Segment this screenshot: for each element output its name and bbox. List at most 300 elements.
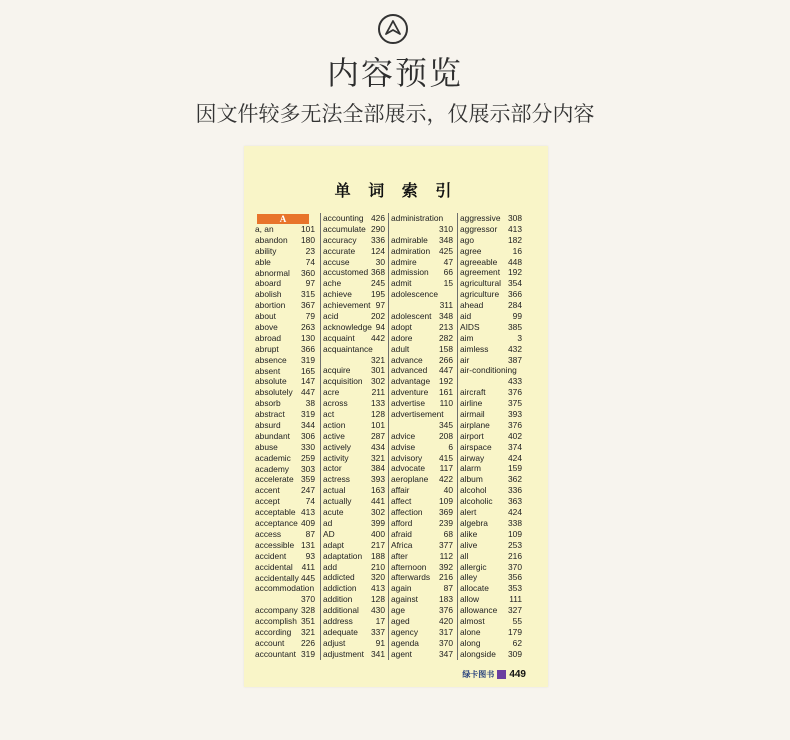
index-word: accuracy [323, 234, 357, 245]
index-page-number: 101 [371, 419, 385, 430]
index-word: allow [460, 594, 480, 605]
index-entry [389, 453, 453, 464]
index-word: agree [460, 245, 482, 256]
index-word: alive [460, 539, 478, 550]
index-entry [255, 529, 315, 540]
index-entry [458, 529, 522, 540]
index-page-number: 425 [439, 245, 453, 256]
index-page-number: 179 [508, 626, 522, 637]
index-word: accustomed [323, 267, 369, 278]
index-entry [321, 518, 385, 529]
index-word: adolescence [391, 289, 439, 300]
index-entry [389, 398, 453, 409]
index-page-number: 387 [508, 354, 522, 365]
index-entry [321, 507, 385, 518]
index-entry [389, 376, 453, 387]
index-word: adapt [323, 539, 344, 550]
index-page-number: 192 [508, 267, 522, 278]
index-entry [458, 267, 522, 278]
index-page-number: 345 [439, 419, 453, 430]
index-word: aid [460, 311, 472, 322]
index-page-number: 112 [439, 550, 453, 561]
index-entry [389, 333, 453, 344]
index-page-number: 97 [305, 278, 315, 289]
index-entry [255, 246, 315, 257]
index-page-number: 110 [439, 398, 453, 409]
index-entry [389, 474, 453, 485]
index-page-number: 445 [301, 572, 315, 583]
index-page-number: 74 [305, 496, 315, 507]
index-word: almost [460, 615, 485, 626]
index-word: acceptance [255, 518, 298, 529]
index-word: adequate [323, 626, 358, 637]
index-page-number: 158 [439, 343, 453, 354]
index-entry [255, 551, 315, 562]
index-entry [321, 376, 385, 387]
index-entry [458, 278, 522, 289]
index-page-number: 109 [508, 528, 522, 539]
index-column-4 [457, 213, 522, 660]
index-word: advance [391, 354, 423, 365]
index-page-number: 302 [371, 376, 385, 387]
index-page-number: 128 [371, 594, 385, 605]
index-word: absence [255, 354, 287, 365]
index-word: abolish [255, 289, 282, 300]
index-entry [321, 649, 385, 660]
index-word: alongside [460, 648, 496, 659]
index-word: AIDS [460, 321, 480, 332]
index-word: accidentally [255, 572, 299, 583]
index-page-number: 434 [371, 441, 385, 452]
index-word: acid [323, 311, 339, 322]
index-word: airplane [460, 419, 490, 430]
index-word: above [255, 322, 278, 333]
index-word: additional [323, 605, 359, 616]
index-page-number: 109 [439, 496, 453, 507]
index-word: acquaintance [323, 343, 373, 354]
index-word: addition [323, 594, 353, 605]
index-page-number: 93 [305, 550, 315, 561]
index-word: aboard [255, 278, 282, 289]
index-word: accommodation [255, 583, 315, 594]
index-page-number: 402 [508, 430, 522, 441]
index-page-number: 369 [439, 507, 453, 518]
index-entry [389, 387, 453, 398]
page-subtitle: 因文件较多无法全部展示，仅展示部分内容 [195, 102, 595, 126]
index-word: absolutely [255, 387, 293, 398]
index-word: abnormal [255, 267, 290, 278]
index-page-number: 87 [305, 528, 315, 539]
index-entry [458, 431, 522, 442]
index-word: ability [255, 245, 277, 256]
index-page-number: 400 [371, 528, 385, 539]
index-entry [321, 616, 385, 627]
index-page-number: 363 [508, 496, 522, 507]
index-entry [321, 246, 385, 257]
index-word: accompany [255, 605, 298, 616]
index-word: acceptable [255, 507, 296, 518]
index-page-number: 347 [439, 648, 453, 659]
index-page-number: 413 [371, 583, 385, 594]
index-entry [389, 267, 453, 278]
index-entry [389, 605, 453, 616]
index-page-number: 263 [301, 322, 315, 333]
footer-brand: 绿卡图书 [462, 669, 495, 679]
index-page-number: 165 [301, 365, 315, 376]
index-entry [321, 278, 385, 289]
index-entry [321, 540, 385, 551]
index-word: accuse [323, 256, 350, 267]
index-entry [389, 496, 453, 507]
index-word: admirable [391, 234, 428, 245]
index-entry [458, 485, 522, 496]
index-word: air [460, 354, 470, 365]
index-page-number: 359 [301, 474, 315, 485]
index-word: along [460, 637, 481, 648]
index-entry [389, 257, 453, 268]
index-page-number: 370 [301, 594, 315, 605]
index-word: acre [323, 387, 340, 398]
index-column-2 [320, 213, 385, 660]
index-word: able [255, 256, 271, 267]
index-word: accounting [323, 213, 364, 223]
index-page-number: 253 [508, 539, 522, 550]
index-word: alcohol [460, 485, 487, 496]
footer-mark-icon [497, 670, 506, 679]
index-entry [255, 355, 315, 366]
index-word: academy [255, 463, 289, 474]
index-entry [389, 300, 453, 311]
index-entry [389, 311, 453, 322]
index-word: abundant [255, 430, 290, 441]
index-word: a, an [255, 224, 274, 234]
index-word: alone [460, 626, 481, 637]
index-entry [255, 333, 315, 344]
index-word: airport [460, 430, 484, 441]
index-entry [321, 474, 385, 485]
index-word: achieve [323, 289, 352, 300]
index-entry [389, 540, 453, 551]
index-entry [255, 464, 315, 475]
index-word: affection [391, 507, 423, 518]
page-title: 内容预览 [326, 54, 463, 92]
index-page-number: 393 [508, 409, 522, 420]
index-entry [458, 496, 522, 507]
index-entry [458, 442, 522, 453]
index-page-number: 422 [439, 474, 453, 485]
index-page-number: 317 [439, 626, 453, 637]
index-entry [321, 572, 385, 583]
index-page-number: 55 [512, 615, 522, 626]
index-word: advantage [391, 376, 431, 387]
index-page-number: 392 [439, 561, 453, 572]
index-entry [321, 496, 385, 507]
index-word: afford [391, 517, 413, 528]
index-entry [321, 442, 385, 453]
index-word: alike [460, 528, 478, 539]
index-word: again [391, 583, 412, 594]
index-word: activity [323, 452, 349, 463]
index-entry [255, 398, 315, 409]
index-entry [389, 420, 453, 431]
index-word: access [255, 528, 282, 539]
index-entry [458, 551, 522, 562]
index-entry [321, 594, 385, 605]
index-entry [255, 257, 315, 268]
index-entry [458, 311, 522, 322]
index-page-number: 290 [371, 223, 385, 234]
index-entry [255, 235, 315, 246]
index-entry [389, 518, 453, 529]
index-word: ache [323, 278, 342, 289]
book-page-preview [244, 146, 548, 687]
index-entry [321, 355, 385, 366]
index-page-number: 131 [301, 539, 315, 550]
index-word: aged [391, 615, 410, 626]
index-word: accept [255, 496, 280, 507]
index-entry [255, 322, 315, 333]
index-entry [458, 540, 522, 551]
index-word: actor [323, 463, 342, 474]
index-page-number: 79 [305, 311, 315, 322]
index-page-number: 384 [371, 463, 385, 474]
index-word: Africa [391, 539, 413, 550]
index-page-number: 432 [508, 343, 522, 354]
index-entry [389, 594, 453, 605]
index-entry [458, 355, 522, 366]
index-entry [389, 224, 453, 235]
index-entry [458, 398, 522, 409]
index-word: active [323, 430, 345, 441]
index-entry [389, 627, 453, 638]
index-page-number: 353 [508, 583, 522, 594]
index-entry [255, 278, 315, 289]
index-word: aircraft [460, 387, 486, 398]
index-page-number: 368 [371, 267, 385, 278]
index-word: affair [391, 485, 410, 496]
index-word: airway [460, 452, 485, 463]
index-word: adjustment [323, 648, 364, 659]
index-page-number: 426 [371, 213, 385, 223]
index-entry [321, 485, 385, 496]
index-page-number: 15 [443, 278, 453, 289]
index-word: abroad [255, 332, 282, 343]
index-word: alarm [460, 463, 481, 474]
index-page-number: 327 [508, 605, 522, 616]
index-entry [389, 355, 453, 366]
index-entry [458, 246, 522, 257]
index-entry [321, 551, 385, 562]
index-page-number: 321 [371, 354, 385, 365]
index-word: accumulate [323, 223, 366, 234]
index-word: advertisement [391, 409, 444, 420]
index-word: absent [255, 365, 281, 376]
index-entry [321, 387, 385, 398]
index-entry [255, 453, 315, 464]
index-entry [458, 224, 522, 235]
index-page-number: 413 [301, 507, 315, 518]
index-heading: 单 词 索 引 [334, 181, 458, 200]
index-page-number: 182 [508, 234, 522, 245]
index-page-number: 87 [443, 583, 453, 594]
index-page-number: 161 [439, 387, 453, 398]
index-entry [255, 268, 315, 279]
index-entry [321, 311, 385, 322]
index-word: academic [255, 452, 291, 463]
index-word: air-conditioning [460, 365, 517, 376]
index-word: alert [460, 507, 477, 518]
index-word: advise [391, 441, 416, 452]
index-entry [458, 616, 522, 627]
index-word: ad [323, 517, 333, 528]
index-page-number: 319 [301, 409, 315, 420]
index-word: account [255, 637, 285, 648]
index-page-number: 216 [508, 550, 522, 561]
index-page-number: 442 [371, 332, 385, 343]
index-word: agenda [391, 637, 419, 648]
index-entry [389, 289, 453, 300]
index-entry [255, 474, 315, 485]
index-word: agriculture [460, 289, 500, 300]
index-entry [389, 409, 453, 420]
index-page-number: 430 [371, 605, 385, 616]
index-page-number: 226 [301, 637, 315, 648]
index-page-number: 211 [371, 387, 385, 398]
index-page-number: 217 [371, 539, 385, 550]
index-entry [458, 649, 522, 660]
index-word: all [460, 550, 469, 561]
index-word: adore [391, 332, 413, 343]
index-word: agricultural [460, 278, 501, 289]
index-word: accessible [255, 539, 295, 550]
index-page-number: 97 [375, 300, 385, 311]
index-entry [255, 638, 315, 649]
index-word: absurd [255, 420, 281, 431]
index-page-number: 341 [371, 648, 385, 659]
index-page-number: 284 [508, 300, 522, 311]
index-page-number: 319 [301, 648, 315, 659]
index-word: actually [323, 496, 352, 507]
index-word: against [391, 594, 419, 605]
index-page-number: 16 [512, 245, 522, 256]
index-word: according [255, 626, 292, 637]
index-entry [321, 409, 385, 420]
index-page-number: 415 [439, 452, 453, 463]
index-page-number: 447 [301, 387, 315, 398]
index-entry [389, 322, 453, 333]
index-word: airmail [460, 409, 485, 420]
index-entry [458, 507, 522, 518]
index-entry [321, 257, 385, 268]
index-entry [255, 431, 315, 442]
index-entry [321, 224, 385, 235]
index-entry [389, 442, 453, 453]
index-word: acquaint [323, 332, 355, 343]
index-page-number: 321 [371, 452, 385, 463]
index-page-number: 351 [301, 616, 315, 627]
index-entry [458, 333, 522, 344]
index-entry [255, 387, 315, 398]
index-word: adventure [391, 387, 429, 398]
index-page-number: 367 [301, 300, 315, 311]
index-word: accurate [323, 245, 356, 256]
index-page-number: 321 [301, 626, 315, 637]
index-page-number: 147 [301, 376, 315, 387]
index-page-number: 128 [371, 409, 385, 420]
index-entry [321, 627, 385, 638]
index-entry [389, 649, 453, 660]
index-word: agreeable [460, 256, 498, 267]
index-entry [321, 322, 385, 333]
index-page-number: 370 [508, 561, 522, 572]
index-entry [255, 605, 315, 616]
index-page-number: 111 [509, 594, 522, 605]
index-word: advertise [391, 398, 425, 409]
index-page-number: 74 [305, 256, 315, 267]
index-entry [458, 257, 522, 268]
index-page-number: 311 [439, 300, 453, 311]
index-entry [321, 453, 385, 464]
index-word: allergic [460, 561, 487, 572]
index-page-number: 330 [301, 441, 315, 452]
index-word: adjust [323, 637, 346, 648]
index-entry [458, 562, 522, 573]
index-word: acute [323, 507, 344, 518]
index-entry [389, 344, 453, 355]
index-page-number: 399 [371, 517, 385, 528]
index-word: accountant [255, 648, 296, 659]
index-page-number: 17 [375, 615, 385, 626]
index-word: ago [460, 234, 474, 245]
index-page-number: 441 [371, 496, 385, 507]
index-page-number: 159 [508, 463, 522, 474]
index-entry [255, 627, 315, 638]
index-word: adult [391, 343, 410, 354]
index-entry [321, 529, 385, 540]
index-entry [458, 365, 522, 376]
index-entry [321, 300, 385, 311]
index-word: add [323, 561, 337, 572]
index-entry [321, 562, 385, 573]
index-word: aggressive [460, 213, 501, 223]
index-word: allocate [460, 583, 489, 594]
index-entry [458, 463, 522, 474]
index-entry [458, 387, 522, 398]
index-entry [255, 344, 315, 355]
index-word: action [323, 419, 346, 430]
index-page-number: 66 [443, 267, 453, 278]
index-entry [389, 485, 453, 496]
index-word: advocate [391, 463, 425, 474]
index-page-number: 447 [439, 365, 453, 376]
index-word: advice [391, 430, 416, 441]
index-word: acquisition [323, 376, 363, 387]
index-word: AD [323, 528, 335, 539]
letter-badge: A [257, 214, 309, 224]
index-entry [389, 235, 453, 246]
index-word: afternoon [391, 561, 427, 572]
index-entry [389, 507, 453, 518]
index-word: agent [391, 648, 412, 659]
index-entry [389, 616, 453, 627]
index-entry [255, 540, 315, 551]
index-page-number: 99 [512, 311, 522, 322]
index-page-number: 3 [517, 332, 522, 343]
index-page-number: 68 [443, 528, 453, 539]
index-entry [321, 267, 385, 278]
index-entry [255, 485, 315, 496]
index-entry [458, 235, 522, 246]
